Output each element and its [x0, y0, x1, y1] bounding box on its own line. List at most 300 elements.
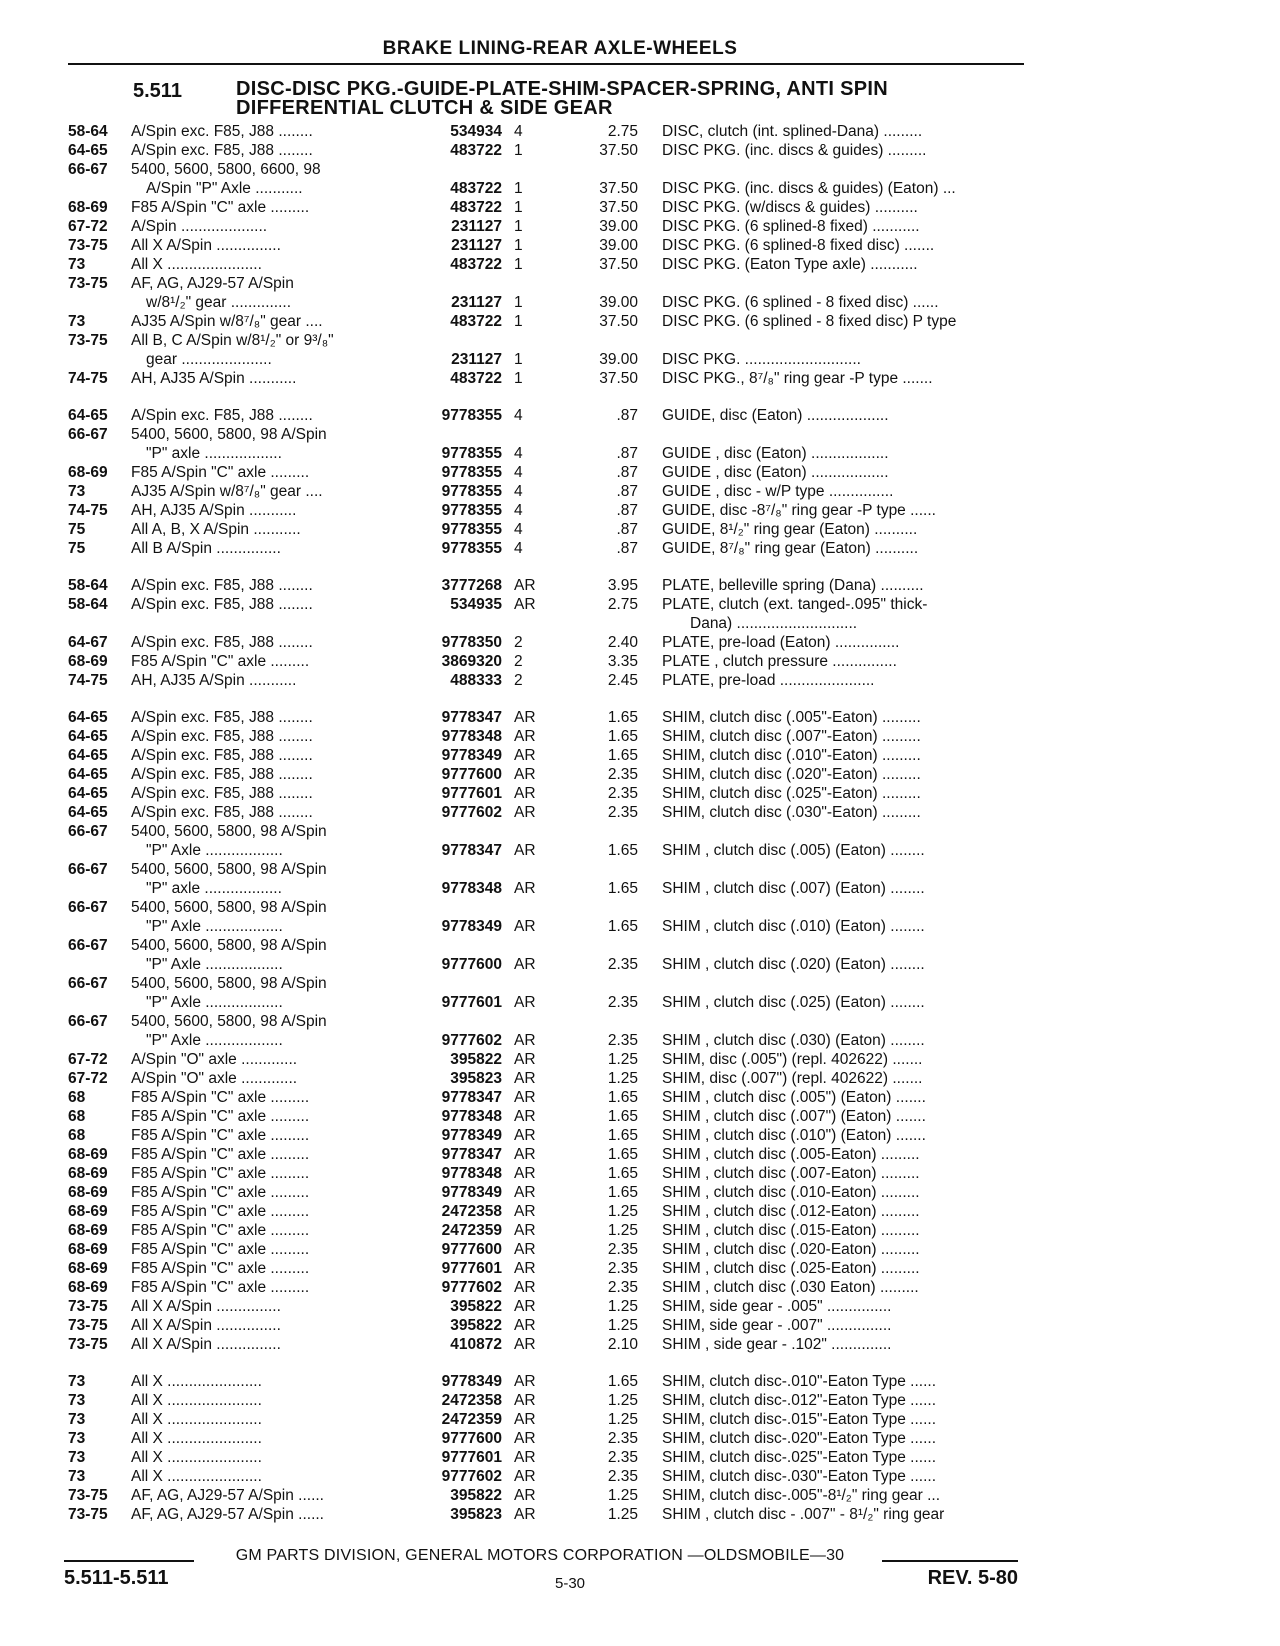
part-number: 9778350: [441, 634, 502, 651]
price: 2.35: [607, 1468, 638, 1485]
price: 1.65: [607, 1184, 638, 1201]
quantity: AR: [514, 1449, 536, 1466]
model-years: 67-72: [68, 1070, 108, 1087]
quantity: 1: [514, 237, 523, 254]
part-row: [0, 614, 1280, 633]
part-row: [0, 1221, 1280, 1240]
part-number: 2472358: [441, 1203, 502, 1220]
model-years: 67-72: [68, 1051, 108, 1068]
quantity: AR: [514, 1127, 536, 1144]
part-row: [0, 936, 1280, 955]
application: A/Spin exc. F85, J88 ........: [131, 596, 313, 613]
description: SHIM, clutch disc-.012"-Eaton Type ......: [662, 1392, 936, 1409]
application: All X ......................: [131, 256, 262, 273]
description: DISC PKG. ...........................: [662, 351, 861, 368]
price: .87: [616, 407, 638, 424]
quantity: AR: [514, 994, 536, 1011]
price: 3.95: [607, 577, 638, 594]
quantity: AR: [514, 1032, 536, 1049]
part-number: 231127: [451, 237, 502, 254]
quantity: AR: [514, 728, 536, 745]
model-years: 68-69: [68, 1241, 108, 1258]
model-years: 64-65: [68, 747, 108, 764]
section-title-line-2: DIFFERENTIAL CLUTCH & SIDE GEAR: [236, 97, 613, 119]
section-title-line-1: DISC-DISC PKG.-GUIDE-PLATE-SHIM-SPACER-SPRING, ANTI SPIN: [236, 78, 889, 100]
application: 5400, 5600, 5800, 98 A/Spin: [131, 899, 327, 916]
description: GUIDE , disc (Eaton) ..................: [662, 464, 889, 481]
group-spacer: [0, 558, 1280, 576]
quantity: AR: [514, 596, 536, 613]
part-number: 3869320: [441, 653, 502, 670]
part-row: [0, 312, 1280, 331]
application: All X A/Spin ...............: [131, 237, 281, 254]
price: 1.25: [607, 1070, 638, 1087]
model-years: 68-69: [68, 1260, 108, 1277]
part-row: [0, 1031, 1280, 1050]
price: 2.35: [607, 994, 638, 1011]
model-years: 64-65: [68, 728, 108, 745]
description: SHIM , clutch disc (.020-Eaton) .........: [662, 1241, 920, 1258]
application: A/Spin ....................: [131, 218, 268, 235]
description: DISC PKG. (inc. discs & guides) (Eaton) ...: [662, 180, 956, 197]
quantity: AR: [514, 1298, 536, 1315]
model-years: 66-67: [68, 899, 108, 916]
part-row: [0, 482, 1280, 501]
part-row: [0, 1391, 1280, 1410]
quantity: 1: [514, 142, 523, 159]
price: 37.50: [599, 370, 638, 387]
part-row: [0, 974, 1280, 993]
part-number: 2472359: [441, 1411, 502, 1428]
part-row: [0, 198, 1280, 217]
part-number: 395823: [450, 1070, 502, 1087]
quantity: AR: [514, 709, 536, 726]
application: F85 A/Spin "C" axle .........: [131, 1203, 310, 1220]
description: GUIDE, disc -8⁷/₈" ring gear -P type ......: [662, 502, 936, 519]
quantity: AR: [514, 1051, 536, 1068]
part-number: 534934: [450, 123, 502, 140]
application: All X ......................: [131, 1449, 262, 1466]
price: 2.35: [607, 1449, 638, 1466]
part-row: [0, 274, 1280, 293]
part-number: 395822: [450, 1051, 502, 1068]
part-number: 9777600: [441, 956, 502, 973]
model-years: 74-75: [68, 672, 108, 689]
quantity: 4: [514, 464, 523, 481]
part-number: 9778355: [441, 521, 502, 538]
application: "P" Axle ..................: [146, 1032, 283, 1049]
application: AH, AJ35 A/Spin ...........: [131, 502, 297, 519]
part-row: [0, 1126, 1280, 1145]
part-row: [0, 179, 1280, 198]
description: PLATE, clutch (ext. tanged-.095" thick-: [662, 596, 928, 613]
model-years: 68-69: [68, 1279, 108, 1296]
part-row: [0, 1297, 1280, 1316]
application: "P" axle ..................: [146, 445, 282, 462]
price: 2.45: [607, 672, 638, 689]
price: 1.65: [607, 880, 638, 897]
application: gear .....................: [146, 351, 272, 368]
part-number: 395823: [450, 1506, 502, 1523]
description: SHIM, clutch disc-.020"-Eaton Type ......: [662, 1430, 936, 1447]
model-years: 58-64: [68, 123, 108, 140]
price: 1.65: [607, 1108, 638, 1125]
model-years: 73: [68, 1373, 86, 1390]
part-number: 483722: [450, 313, 502, 330]
part-row: [0, 520, 1280, 539]
description: SHIM , side gear - .102" ..............: [662, 1336, 892, 1353]
quantity: AR: [514, 1487, 536, 1504]
model-years: 73: [68, 1449, 86, 1466]
quantity: AR: [514, 785, 536, 802]
description: DISC PKG. (6 splined-8 fixed disc) .......: [662, 237, 935, 254]
model-years: 73-75: [68, 275, 108, 292]
part-number: 9777601: [441, 1449, 502, 1466]
part-row: [0, 1278, 1280, 1297]
part-row: [0, 1183, 1280, 1202]
description: PLATE, pre-load (Eaton) ...............: [662, 634, 900, 651]
model-years: 73: [68, 1411, 86, 1428]
application: A/Spin exc. F85, J88 ........: [131, 577, 313, 594]
part-number: 9777602: [441, 1468, 502, 1485]
description: SHIM , clutch disc (.020) (Eaton) ........: [662, 956, 925, 973]
part-row: [0, 1448, 1280, 1467]
section-number: 5.511: [133, 80, 182, 102]
model-years: 73-75: [68, 1487, 108, 1504]
model-years: 75: [68, 521, 86, 538]
quantity: AR: [514, 1411, 536, 1428]
application: AH, AJ35 A/Spin ...........: [131, 672, 297, 689]
quantity: AR: [514, 1089, 536, 1106]
application: F85 A/Spin "C" axle .........: [131, 1260, 310, 1277]
description: SHIM, side gear - .005" ...............: [662, 1298, 892, 1315]
description: SHIM , clutch disc (.005) (Eaton) ........: [662, 842, 925, 859]
application: 5400, 5600, 5800, 98 A/Spin: [131, 975, 327, 992]
model-years: 68: [68, 1108, 86, 1125]
part-row: [0, 425, 1280, 444]
quantity: 1: [514, 180, 523, 197]
part-number: 9778347: [441, 842, 502, 859]
application: 5400, 5600, 5800, 98 A/Spin: [131, 861, 327, 878]
part-row: [0, 633, 1280, 652]
part-number: 9778348: [441, 1108, 502, 1125]
price: 37.50: [599, 199, 638, 216]
application: F85 A/Spin "C" axle .........: [131, 1127, 310, 1144]
description: SHIM , clutch disc (.010) (Eaton) ........: [662, 918, 925, 935]
application: AF, AG, AJ29-57 A/Spin: [131, 275, 294, 292]
part-row: [0, 1069, 1280, 1088]
price: .87: [616, 464, 638, 481]
description: SHIM, clutch disc (.030"-Eaton) .........: [662, 804, 921, 821]
part-number: 9777601: [441, 785, 502, 802]
price: 1.65: [607, 1127, 638, 1144]
application: F85 A/Spin "C" axle .........: [131, 1279, 310, 1296]
quantity: AR: [514, 1392, 536, 1409]
part-row: [0, 406, 1280, 425]
part-row: [0, 595, 1280, 614]
price: 1.65: [607, 1373, 638, 1390]
quantity: AR: [514, 1108, 536, 1125]
part-number: 395822: [450, 1298, 502, 1315]
description: SHIM, clutch disc (.025"-Eaton) .........: [662, 785, 921, 802]
description: GUIDE, 8¹/₂" ring gear (Eaton) ..........: [662, 521, 918, 538]
description: SHIM, side gear - .007" ...............: [662, 1317, 892, 1334]
price: 1.25: [607, 1506, 638, 1523]
price: .87: [616, 521, 638, 538]
price: .87: [616, 540, 638, 557]
part-row: [0, 671, 1280, 690]
description: DISC PKG. (Eaton Type axle) ...........: [662, 256, 918, 273]
part-number: 9778355: [441, 502, 502, 519]
footer-revision: REV. 5-80: [927, 1567, 1018, 1589]
application: F85 A/Spin "C" axle .........: [131, 1184, 310, 1201]
part-number: 9777602: [441, 1279, 502, 1296]
quantity: AR: [514, 1222, 536, 1239]
model-years: 73-75: [68, 237, 108, 254]
description: DISC PKG. (inc. discs & guides) .........: [662, 142, 927, 159]
price: 3.35: [607, 653, 638, 670]
part-number: 9777600: [441, 1241, 502, 1258]
application: "P" Axle ..................: [146, 956, 283, 973]
quantity: 1: [514, 351, 523, 368]
model-years: 74-75: [68, 370, 108, 387]
price: 1.25: [607, 1487, 638, 1504]
part-row: [0, 444, 1280, 463]
quantity: AR: [514, 1260, 536, 1277]
part-number: 483722: [450, 370, 502, 387]
model-years: 73-75: [68, 332, 108, 349]
part-row: [0, 652, 1280, 671]
quantity: 1: [514, 370, 523, 387]
model-years: 58-64: [68, 577, 108, 594]
quantity: AR: [514, 1241, 536, 1258]
quantity: AR: [514, 1317, 536, 1334]
part-number: 9778355: [441, 445, 502, 462]
price: 2.35: [607, 1430, 638, 1447]
description: SHIM, disc (.007") (repl. 402622) .......: [662, 1070, 923, 1087]
quantity: AR: [514, 1430, 536, 1447]
description: SHIM , clutch disc (.007) (Eaton) ........: [662, 880, 925, 897]
part-row: [0, 746, 1280, 765]
part-number: 410872: [450, 1336, 502, 1353]
model-years: 73-75: [68, 1336, 108, 1353]
part-row: [0, 1259, 1280, 1278]
group-spacer: [0, 690, 1280, 708]
application: F85 A/Spin "C" axle .........: [131, 1108, 310, 1125]
quantity: AR: [514, 747, 536, 764]
description: DISC PKG. (6 splined-8 fixed) ...........: [662, 218, 920, 235]
description: GUIDE, 8⁷/₈" ring gear (Eaton) ..........: [662, 540, 919, 557]
quantity: AR: [514, 1146, 536, 1163]
price: 1.25: [607, 1298, 638, 1315]
part-row: [0, 1372, 1280, 1391]
part-row: [0, 1240, 1280, 1259]
model-years: 64-65: [68, 766, 108, 783]
part-row: [0, 784, 1280, 803]
application: w/8¹/₂" gear ..............: [146, 294, 292, 311]
description: GUIDE , disc (Eaton) ..................: [662, 445, 889, 462]
description: SHIM , clutch disc (.010-Eaton) .........: [662, 1184, 920, 1201]
quantity: 4: [514, 540, 523, 557]
price: 1.25: [607, 1392, 638, 1409]
application: All B, C A/Spin w/8¹/₂" or 9³/₈": [131, 332, 334, 349]
description: SHIM , clutch disc (.005-Eaton) .........: [662, 1146, 920, 1163]
model-years: 73: [68, 1392, 86, 1409]
part-row: [0, 1202, 1280, 1221]
application: AF, AG, AJ29-57 A/Spin ......: [131, 1487, 324, 1504]
model-years: 68-69: [68, 1146, 108, 1163]
part-number: 231127: [451, 294, 502, 311]
description: SHIM , clutch disc (.030 Eaton) .........: [662, 1279, 919, 1296]
part-row: [0, 1145, 1280, 1164]
model-years: 64-65: [68, 709, 108, 726]
footer-page-number: 5-30: [554, 1575, 586, 1592]
part-row: [0, 501, 1280, 520]
application: AJ35 A/Spin w/8⁷/₈" gear ....: [131, 313, 323, 330]
quantity: AR: [514, 918, 536, 935]
part-row: [0, 331, 1280, 350]
part-row: [0, 1505, 1280, 1524]
part-number: 9777601: [441, 994, 502, 1011]
price: 1.65: [607, 842, 638, 859]
price: 39.00: [599, 294, 638, 311]
description: SHIM , clutch disc (.007") (Eaton) .......: [662, 1108, 926, 1125]
model-years: 64-67: [68, 634, 108, 651]
price: 2.35: [607, 804, 638, 821]
application: A/Spin exc. F85, J88 ........: [131, 804, 313, 821]
description: PLATE, belleville spring (Dana) ..........: [662, 577, 924, 594]
part-number: 9777602: [441, 1032, 502, 1049]
price: 2.35: [607, 1241, 638, 1258]
part-row: [0, 879, 1280, 898]
description: Dana) ............................: [690, 615, 858, 632]
part-number: 231127: [451, 351, 502, 368]
description: DISC PKG., 8⁷/₈" ring gear -P type .......: [662, 370, 933, 387]
model-years: 66-67: [68, 426, 108, 443]
application: 5400, 5600, 5800, 98 A/Spin: [131, 823, 327, 840]
model-years: 68-69: [68, 653, 108, 670]
model-years: 68-69: [68, 1222, 108, 1239]
part-row: [0, 236, 1280, 255]
model-years: 58-64: [68, 596, 108, 613]
description: SHIM , clutch disc (.010") (Eaton) .......: [662, 1127, 926, 1144]
application: AJ35 A/Spin w/8⁷/₈" gear ....: [131, 483, 323, 500]
part-row: [0, 727, 1280, 746]
price: 37.50: [599, 142, 638, 159]
part-number: 9778347: [441, 1089, 502, 1106]
part-row: [0, 1410, 1280, 1429]
model-years: 66-67: [68, 975, 108, 992]
model-years: 64-65: [68, 804, 108, 821]
part-row: [0, 1467, 1280, 1486]
price: 2.35: [607, 1260, 638, 1277]
part-number: 3777268: [441, 577, 502, 594]
footer-rule-right: [882, 1560, 1018, 1562]
part-row: [0, 576, 1280, 595]
description: SHIM , clutch disc (.007-Eaton) .........: [662, 1165, 920, 1182]
parts-list: [0, 122, 1280, 1524]
part-number: 488333: [450, 672, 502, 689]
part-number: 483722: [450, 199, 502, 216]
model-years: 68: [68, 1089, 86, 1106]
part-number: 534935: [450, 596, 502, 613]
quantity: 2: [514, 653, 523, 670]
part-row: [0, 1050, 1280, 1069]
description: GUIDE , disc - w/P type ...............: [662, 483, 894, 500]
part-row: [0, 917, 1280, 936]
model-years: 73-75: [68, 1298, 108, 1315]
part-number: 483722: [450, 180, 502, 197]
price: 1.65: [607, 918, 638, 935]
part-row: [0, 293, 1280, 312]
quantity: AR: [514, 956, 536, 973]
price: 2.35: [607, 785, 638, 802]
part-row: [0, 765, 1280, 784]
application: F85 A/Spin "C" axle .........: [131, 1089, 310, 1106]
description: SHIM, clutch disc (.020"-Eaton) .........: [662, 766, 921, 783]
part-row: [0, 860, 1280, 879]
price: 2.75: [607, 596, 638, 613]
application: All X ......................: [131, 1468, 262, 1485]
description: SHIM, clutch disc-.030"-Eaton Type ......: [662, 1468, 936, 1485]
price: 1.65: [607, 1089, 638, 1106]
part-row: [0, 1107, 1280, 1126]
application: All X ......................: [131, 1430, 262, 1447]
description: PLATE , clutch pressure ...............: [662, 653, 897, 670]
application: A/Spin "P" Axle ...........: [146, 180, 303, 197]
quantity: AR: [514, 577, 536, 594]
part-row: [0, 898, 1280, 917]
price: 1.65: [607, 747, 638, 764]
price: 2.10: [607, 1336, 638, 1353]
price: 37.50: [599, 313, 638, 330]
description: DISC PKG. (6 splined - 8 fixed disc) P type: [662, 313, 957, 330]
application: All X A/Spin ...............: [131, 1298, 281, 1315]
application: F85 A/Spin "C" axle .........: [131, 653, 310, 670]
footer-publisher: GM PARTS DIVISION, GENERAL MOTORS CORPORATION —OLDSMOBILE—30: [235, 1547, 845, 1564]
part-number: 9778349: [441, 1184, 502, 1201]
quantity: AR: [514, 804, 536, 821]
model-years: 73-75: [68, 1317, 108, 1334]
application: F85 A/Spin "C" axle .........: [131, 1222, 310, 1239]
part-number: 9778355: [441, 483, 502, 500]
application: A/Spin exc. F85, J88 ........: [131, 747, 313, 764]
part-row: [0, 822, 1280, 841]
application: All A, B, X A/Spin ...........: [131, 521, 301, 538]
quantity: AR: [514, 1184, 536, 1201]
quantity: 1: [514, 218, 523, 235]
part-number: 9778355: [441, 464, 502, 481]
quantity: 4: [514, 521, 523, 538]
price: 2.75: [607, 123, 638, 140]
price: 2.35: [607, 766, 638, 783]
model-years: 66-67: [68, 1013, 108, 1030]
quantity: 1: [514, 256, 523, 273]
part-row: [0, 955, 1280, 974]
price: 39.00: [599, 218, 638, 235]
title-rule: [68, 63, 1024, 65]
application: All B A/Spin ...............: [131, 540, 281, 557]
section-title: [236, 80, 996, 118]
part-number: 9778349: [441, 1127, 502, 1144]
quantity: AR: [514, 842, 536, 859]
application: All X A/Spin ...............: [131, 1317, 281, 1334]
quantity: AR: [514, 1336, 536, 1353]
model-years: 73: [68, 483, 86, 500]
part-row: [0, 1316, 1280, 1335]
description: DISC PKG. (6 splined - 8 fixed disc) ......: [662, 294, 939, 311]
description: SHIM, clutch disc-.025"-Eaton Type ......: [662, 1449, 936, 1466]
